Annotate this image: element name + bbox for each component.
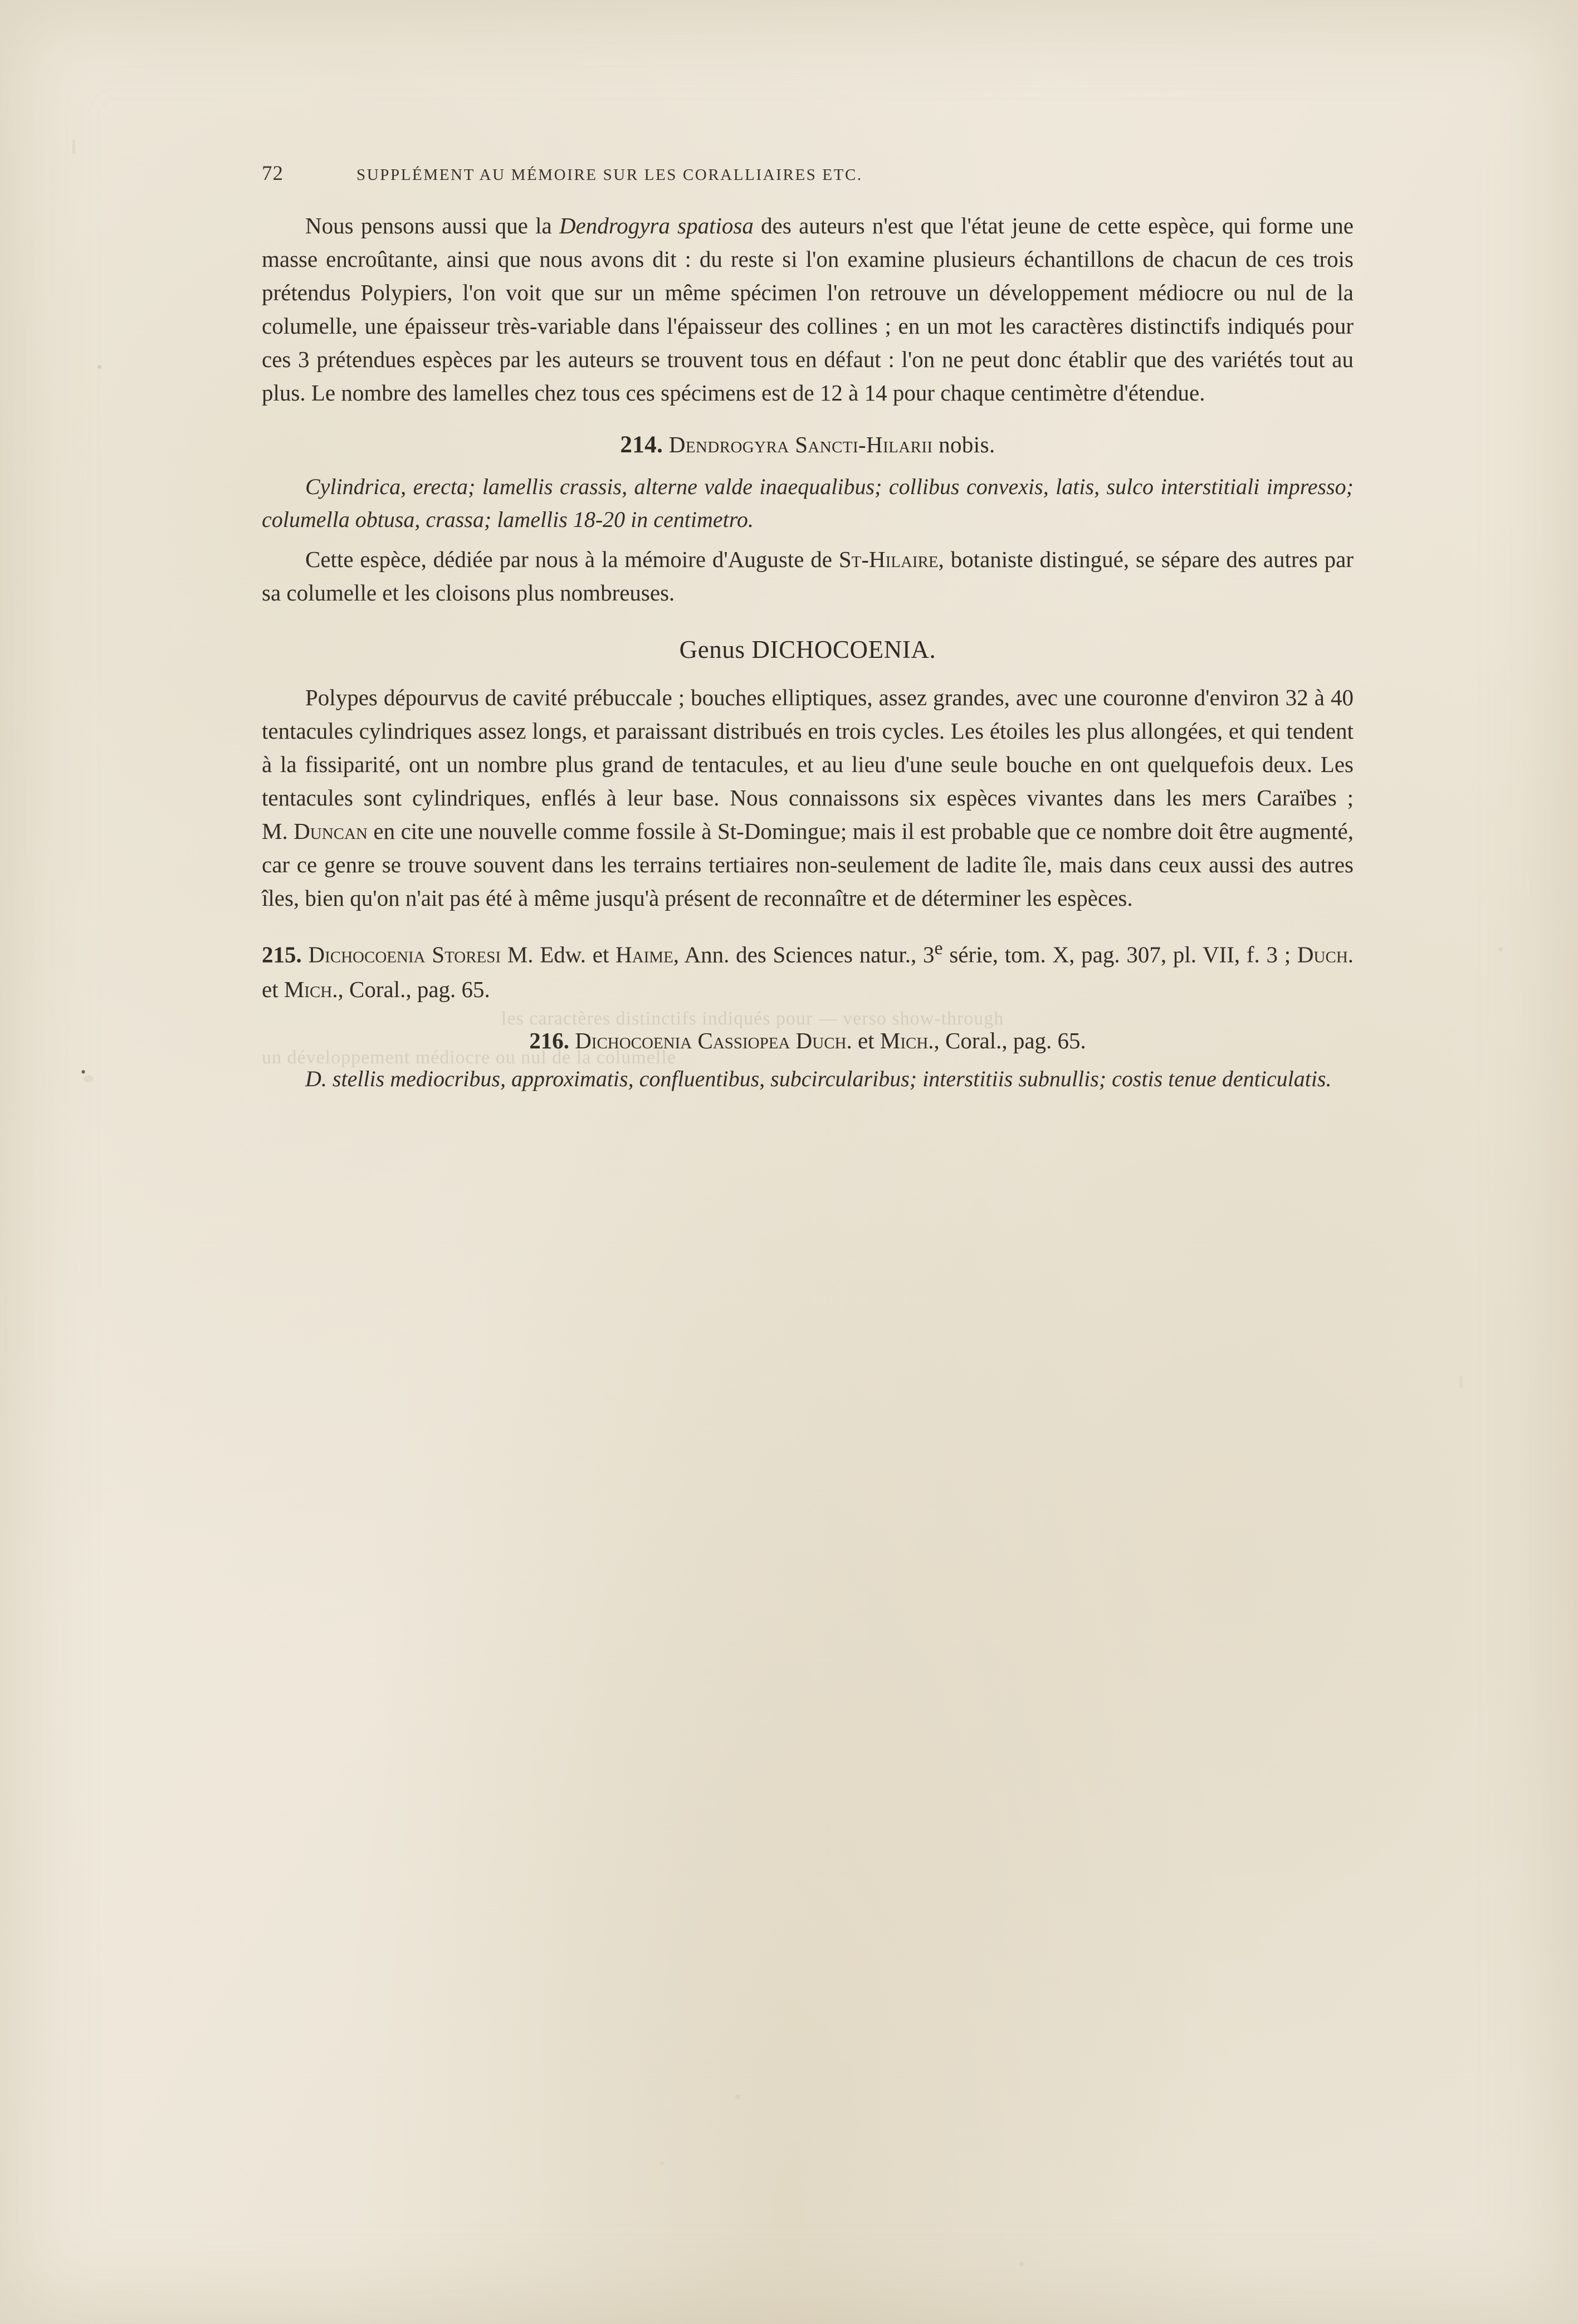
paper-speckle [97,365,101,369]
person-name-st-hilaire: St-Hilaire [838,546,939,572]
author-haime: Haime, [615,941,680,968]
reference-215-line2-mid: série, tom. X, pag. 307, pl. VII, f. 3 ; [949,941,1291,968]
paper-speckle [1498,947,1503,951]
reference-216-end: Coral., pag. 65. [945,1027,1086,1053]
paragraph-2: Cette espèce, dédiée par nous à la mémoire d'Auguste de St-Hilaire, botaniste distingué, se sépare des autres par sa columelle et les cloisons plus nombreuses. [262,546,1354,606]
entry-216 [262,1023,1354,1058]
reference-215-superscript: e [934,938,943,959]
author-duch: Duch. [1297,941,1354,968]
margin-dot: • [81,1064,86,1080]
page-text-column [262,162,1354,1102]
reference-215-part1: M. Edw. et [507,941,609,968]
paper-speckle [1019,2262,1024,2266]
reference-215-and: et [262,976,279,1002]
running-head-title: SUPPLÉMENT AU MÉMOIRE SUR LES CORALLIAIRES ETC. [356,166,863,184]
author-duch-216: Duch. [795,1027,852,1053]
species-name-214: Dendrogyra Sancti-Hilarii [668,432,933,457]
entry-number-214: 214. [620,432,663,458]
paragraph-3: Polypes dépourvus de cavité prébuccale ; bouches elliptiques, assez grandes, avec une couronne d'environ 32 à 40 tentacules cylindriques assez longs, et paraissant distribués en trois cycles. Les étoiles les plus allongées, et qui tendent à la fissiparité, ont un nombre plus grand de tentacules, et au lieu d'une seule bouche en ont quelquefois deux. Les tentacules sont cylindriques, enflés à leur base. Nous connaissons six espèces vivantes dans les mers Caraïbes ; M. Duncan en cite une nouvelle comme fossile à St-Domingue; mais il est probable que ce nombre doit être augmenté, car ce genre se trouve souvent dans les terrains tertiaires non-seulement de ladite île, mais dans ceux aussi des autres îles, bien qu'on n'ait pas été à même jusqu'à présent de reconnaître et de déterminer les espèces. [262,685,1354,911]
heading-214 [262,428,1354,461]
bleedthrough-text: un développement médiocre ou nul de la columelle [262,1047,676,1068]
paper-speckle [660,2161,664,2165]
reference-215-part2: Ann. des Sciences natur., [684,941,917,968]
paper-speckle [735,2094,740,2100]
paper-speckle [1459,1376,1463,1388]
reference-215-line2-pre: 3 [922,941,935,968]
entry-number-216: 216. [529,1027,569,1053]
page-folio: 72 [262,162,284,185]
species-name-216: Dichocoenia Cassiopea [575,1027,790,1053]
genus-heading: Genus DICHOCOENIA. [679,636,936,663]
entry-215 [262,931,1354,1007]
species-name-215: Dichocoenia Storesi [308,941,501,968]
bleedthrough-text: les caractères distinctifs indiqués pour — verso show-through [501,1008,1004,1029]
author-mich-216: Mich., [880,1027,940,1053]
reference-215-end: Coral., pag. 65. [349,976,490,1002]
author-mich: Mich., [284,976,344,1002]
person-name-duncan: Duncan [294,818,368,844]
entry-number-215: 215. [262,941,302,968]
paper-speckle [72,139,75,154]
latin-diagnosis-216: D. stellis mediocribus, approximatis, confluentibus, subcircularibus; interstitiis subnullis; costis tenue denticulatis. [305,1066,1332,1091]
species-name-italic: Dendrogyra spatiosa [559,213,754,238]
latin-diagnosis-214: Cylindrica, erecta; lamellis crassis, alterne valde inaequalibus; collibus convexis, latis, sulco interstitiali impresso; columella obtusa, crassa; lamellis 18-20 in centimetro. [262,474,1354,532]
running-head [262,162,1354,185]
reference-216-and: et [858,1027,875,1053]
species-author-214: nobis. [939,432,995,457]
paragraph-1: Nous pensons aussi que la Dendrogyra spatiosa des auteurs n'est que l'état jeune de cette espèce, qui forme une masse encroûtante, ainsi que nous avons dit : du reste si l'on examine plusieurs échantillons de chacun de ces trois prétendus Polypiers, l'on voit que sur un même spécimen l'on retrouve un développement médiocre ou nul de la columelle, une épaisseur très-variable dans l'épaisseur des collines ; en un mot les caractères distinctifs indiqués pour ces 3 prétendues espèces par les auteurs se trouvent tous en défaut : l'on ne peut donc établir que des variétés tout au plus. Le nombre des lamelles chez tous ces spécimens est de 12 à 14 pour chaque centimètre d'étendue. [262,213,1354,406]
